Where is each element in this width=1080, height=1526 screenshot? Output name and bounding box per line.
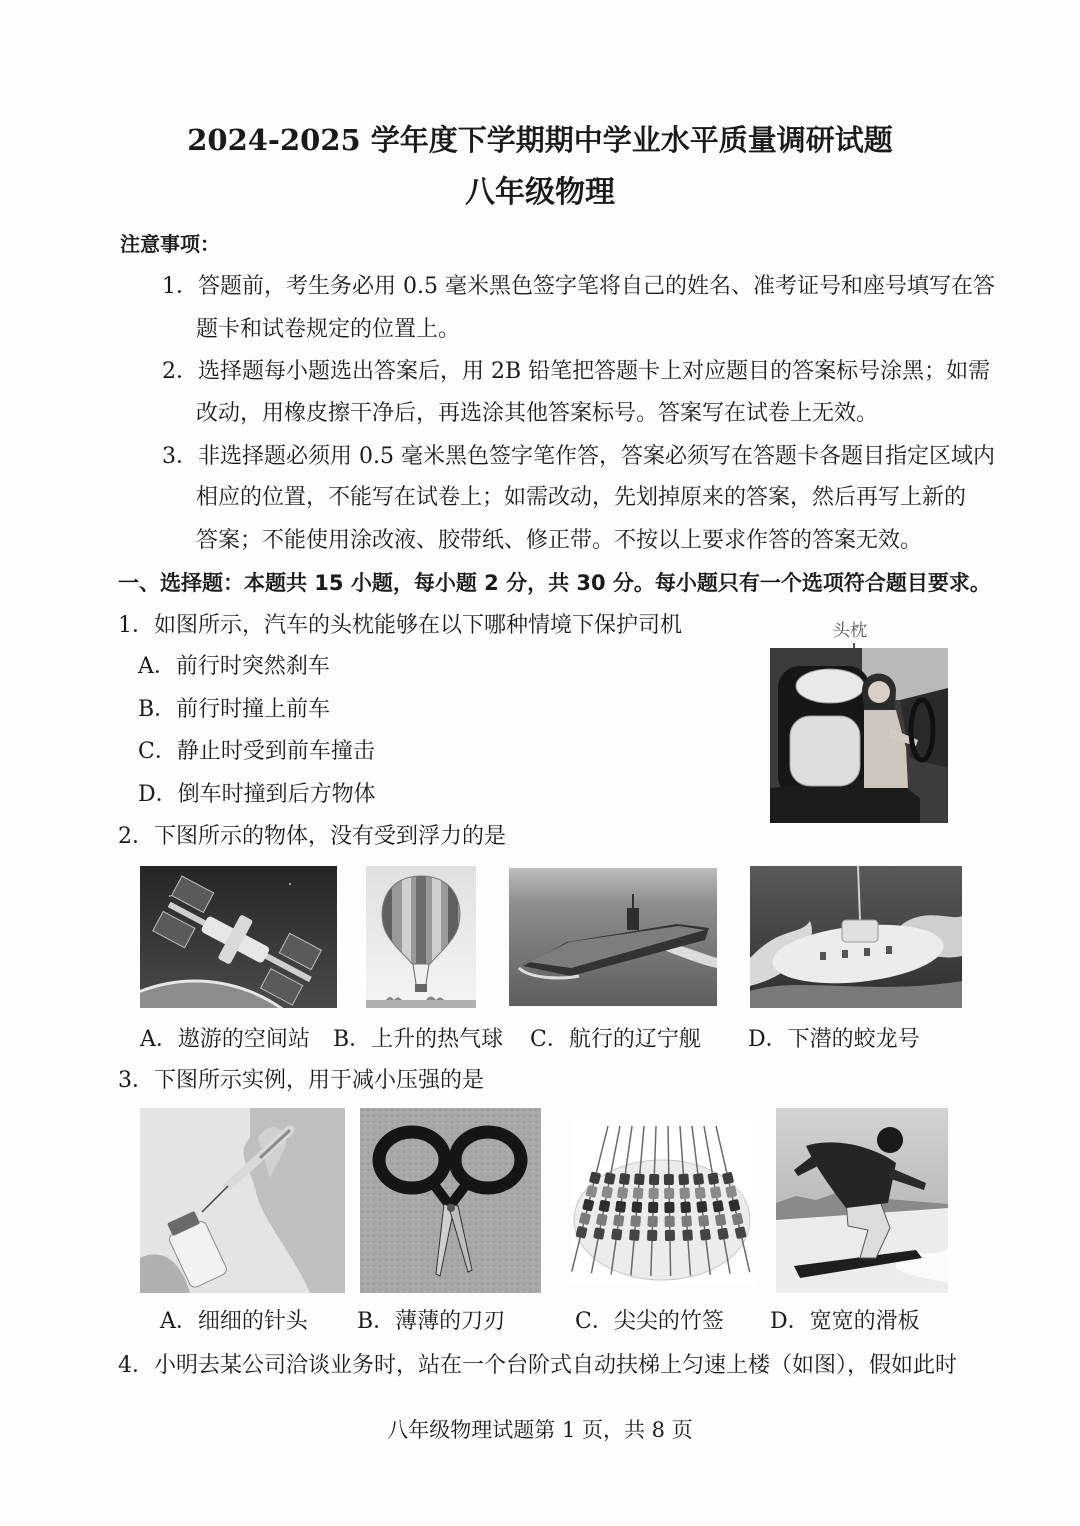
lumbar-cushion [790,716,860,786]
ship-island [627,908,639,930]
submarine-window [886,946,892,954]
notice-item-3-line-1: 3．非选择题必须用 0.5 毫米黑色签字笔作答，答案必须写在答题卡各题目指定区域内 [162,444,995,469]
notice-item-1-line-1: 1．答题前，考生务必用 0.5 毫米黑色签字笔将自己的姓名、准考证号和座号填写在答 [162,274,995,299]
bamboo-skewers-photo [570,1120,755,1285]
star [169,895,171,897]
question-1-option-a: A．前行时突然刹车 [138,654,330,679]
section-heading: 一、选择题：本题共 15 小题，每小题 2 分，共 30 分。每小题只有一个选项符合题目要求。 [118,571,991,595]
submersible-photo [750,866,962,1008]
question-2-option-b: B．上升的热气球 [333,1027,504,1052]
question-4-stem: 4．小明去某公司洽谈业务时，站在一个台阶式自动扶梯上匀速上楼（如图），假如此时 [118,1353,957,1378]
question-1-stem: 1．如图所示，汽车的头枕能够在以下哪种情境下保护司机 [118,613,682,638]
car-headrest-photo [770,648,948,823]
notice-item-2-line-1: 2．选择题每小题选出答案后，用 2B 铅笔把答题卡上对应题目的答案标号涂黑；如需 [162,359,991,384]
question-3-option-a: A．细细的针头 [160,1309,308,1334]
question-3-option-b: B．薄薄的刀刃 [357,1309,506,1334]
question-2-stem: 2．下图所示的物体，没有受到浮力的是 [118,824,506,849]
question-2-option-d: D．下潜的蛟龙号 [748,1027,920,1052]
question-2-option-a: A．遨游的空间站 [140,1027,310,1052]
snowboarder-helmet [877,1127,903,1153]
headrest-pillow [796,669,864,703]
scissors-pivot [447,1204,455,1212]
notice-item-1-line-2: 题卡和试卷规定的位置上。 [196,317,461,342]
submarine-window [842,950,848,958]
exam-title: 2024-2025 学年度下学期期中学业水平质量调研试题 [187,123,893,157]
question-2-option-c: C．航行的辽宁舰 [530,1027,701,1052]
star [289,883,291,885]
notice-item-3-line-2: 相应的位置，不能写在试卷上；如需改动，先划掉原来的答案，然后再写上新的 [196,485,967,510]
notice-item-3-line-3: 答案；不能使用涂改液、胶带纸、修正带。不按以上要求作答的答案无效。 [196,528,923,553]
driver-face [868,681,890,703]
syringe-needle-photo [140,1108,345,1293]
question-1-option-d: D．倒车时撞到后方物体 [138,782,376,807]
balloon-basket [415,984,427,992]
question-1-option-b: B．前行时撞上前车 [138,697,331,722]
scissors-photo [360,1108,541,1293]
exam-subject: 八年级物理 [465,175,615,210]
submarine-sail [842,920,878,942]
question-3-stem: 3．下图所示实例，用于减小压强的是 [118,1068,484,1093]
page-footer: 八年级物理试题第 1 页，共 8 页 [387,1418,693,1442]
hot-air-balloon-photo [366,866,476,1008]
submarine-window [864,948,870,956]
question-3-option-d: D．宽宽的滑板 [770,1309,920,1334]
aircraft-carrier-photo [509,868,717,1006]
ground [366,1000,476,1008]
snowboard-photo [776,1108,948,1293]
question-1-option-c: C．静止时受到前车撞击 [138,739,375,764]
notice-item-2-line-2: 改动，用橡皮擦干净后，再选涂其他答案标号。答案写在试卷上无效。 [196,401,879,426]
submarine-window [820,952,826,960]
notice-heading: 注意事项： [120,232,220,256]
headrest-label: 头枕 [833,621,867,641]
space-station-photo [140,866,337,1008]
question-3-option-c: C．尖尖的竹签 [575,1309,724,1334]
